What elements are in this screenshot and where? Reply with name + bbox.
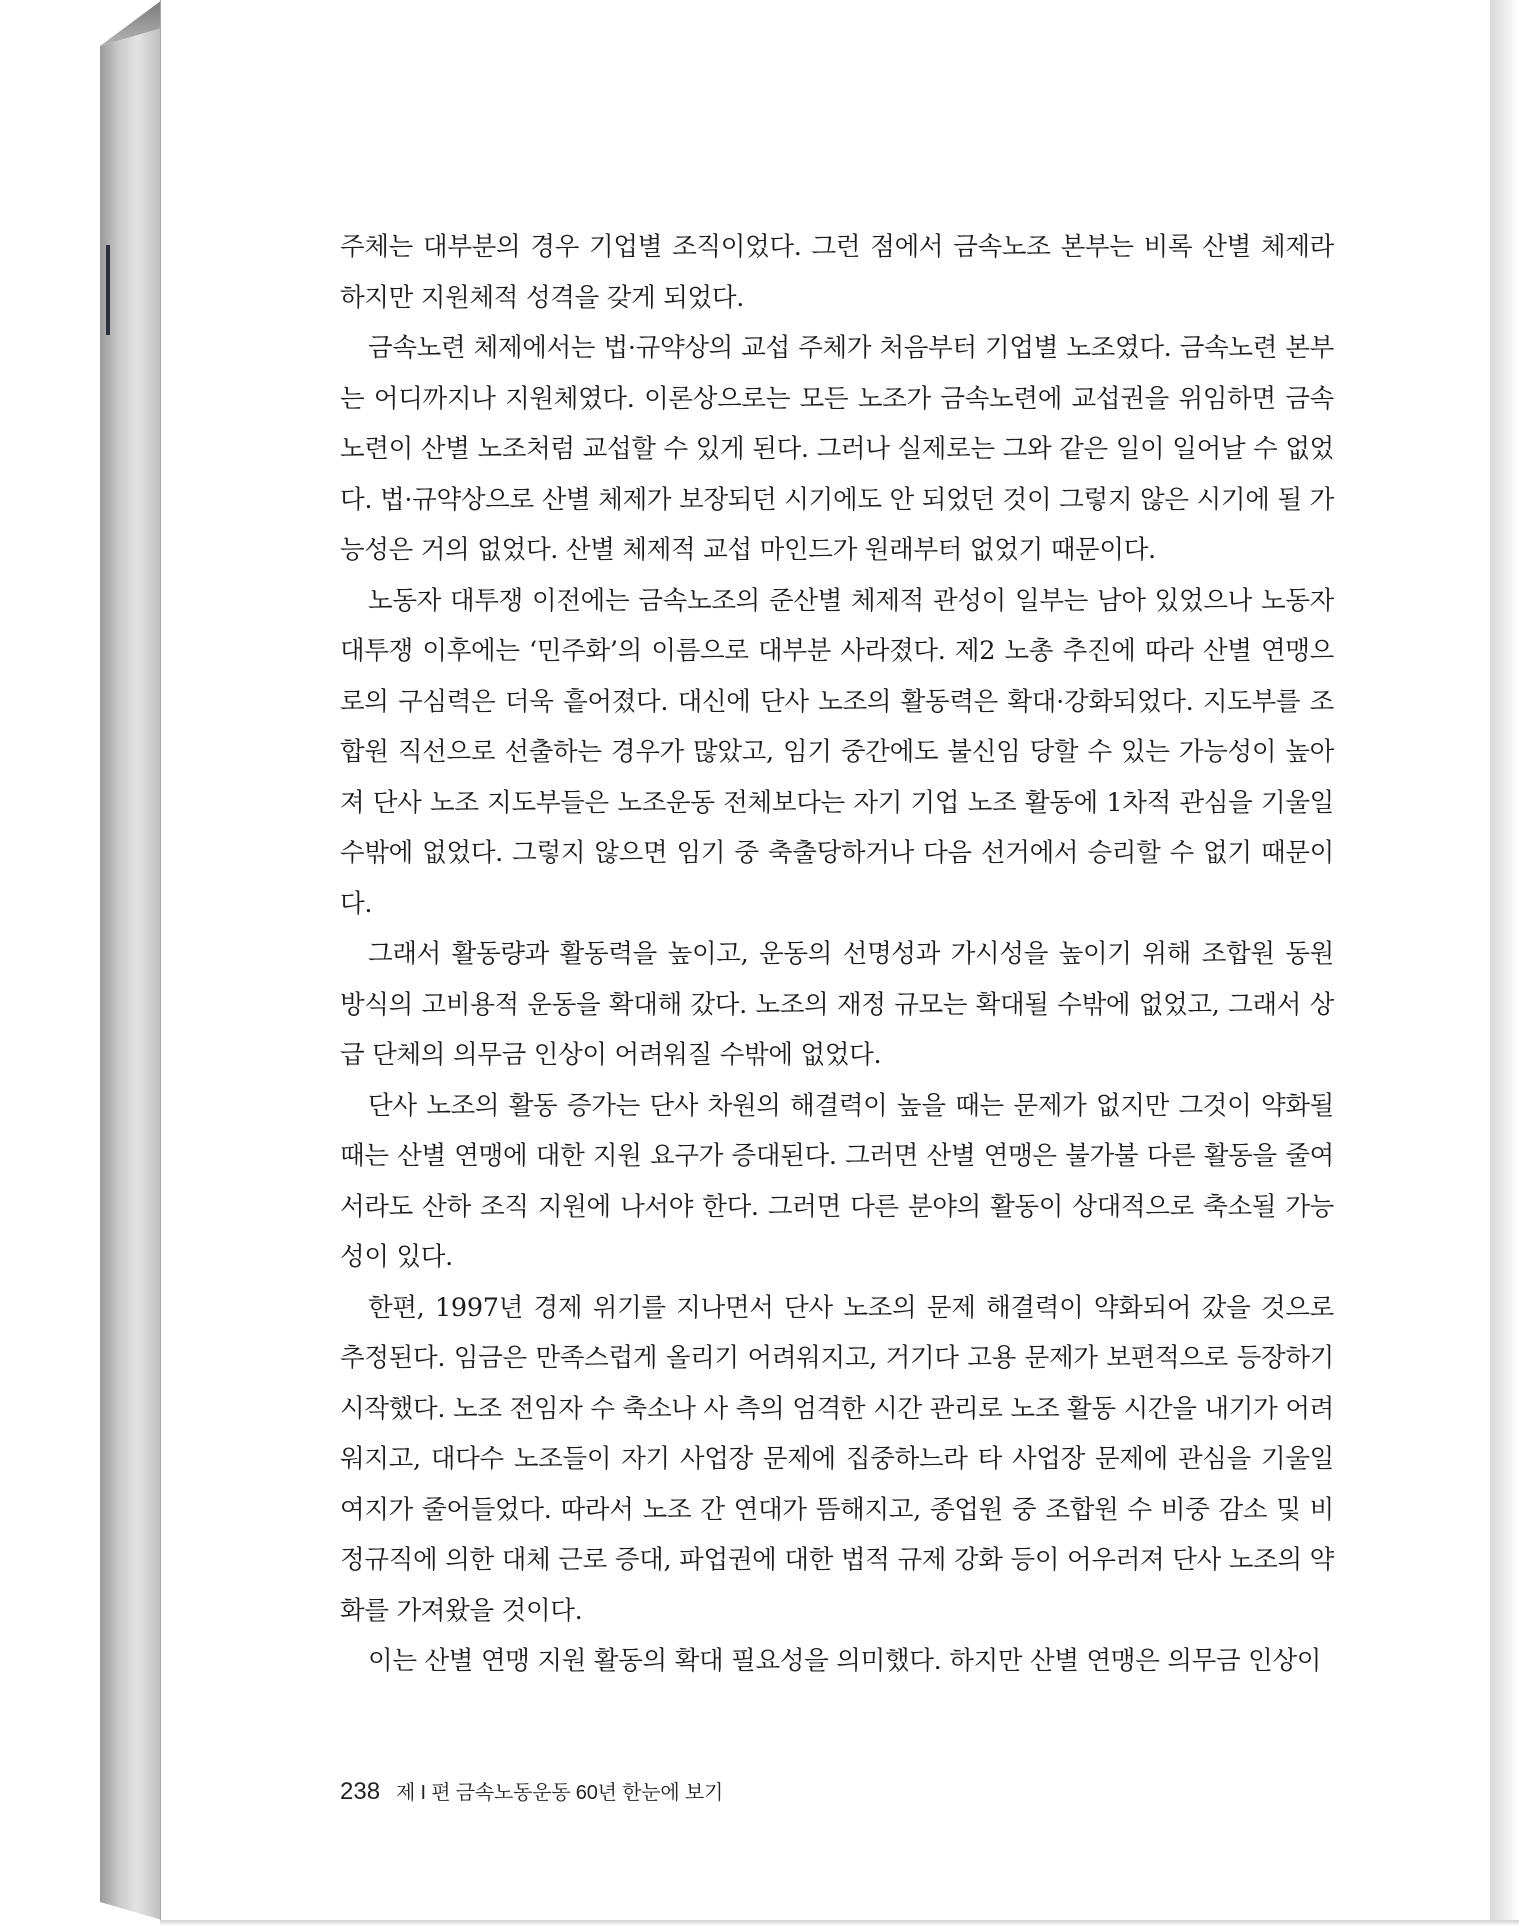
paragraph: 노동자 대투쟁 이전에는 금속노조의 준산별 체제적 관성이 일부는 남아 있었으나 노동자 대투쟁 이후에는 ‘민주화’의 이름으로 대부분 사라졌다. 제2 노총 추진에 따라 산별 연맹으로의 구심력은 더욱 흩어졌다. 대신에 단사 노조의 활동력은 확대·강화되었다. 지도부를 조합원 직선으로 선출하는 경우가 많았고, 임기 중간에도 불신임 당할 수 있는 가능성이 높아져 단사 노조 지도부들은 노조운동 전체보다는 자기 기업 노조 활동에 1차적 관심을 기울일 수밖에 없었다. 그렇지 않으면 임기 중 축출당하거나 다음 선거에서 승리할 수 없기 때문이다. (340, 585, 1334, 919)
book-spine-mark (106, 245, 110, 335)
page-footer (340, 1776, 723, 1810)
paragraph: 주체는 대부분의 경우 기업별 조직이었다. 그런 점에서 금속노조 본부는 비록 산별 체제라 하지만 지원체적 성격을 갖게 되었다. (340, 232, 1334, 313)
paragraph: 금속노련 체제에서는 법·규약상의 교섭 주체가 처음부터 기업별 노조였다. 금속노련 본부는 어디까지나 지원체였다. 이론상으로는 모든 노조가 금속노련에 교섭권을 위임하면 금속노련이 산별 노조처럼 교섭할 수 있게 된다. 그러나 실제로는 그와 같은 일이 일어날 수 없었다. 법·규약상으로 산별 체제가 보장되던 시기에도 안 되었던 것이 그렇지 않은 시기에 될 가능성은 거의 없었다. 산별 체제적 교섭 마인드가 원래부터 없었기 때문이다. (340, 333, 1334, 565)
paragraph: 그래서 활동량과 활동력을 높이고, 운동의 선명성과 가시성을 높이기 위해 조합원 동원 방식의 고비용적 운동을 확대해 갔다. 노조의 재정 규모는 확대될 수밖에 없었고, 그래서 상급 단체의 의무금 인상이 어려워질 수밖에 없었다. (340, 939, 1334, 1070)
body-text (340, 222, 1334, 1687)
paragraph: 한편, 1997년 경제 위기를 지나면서 단사 노조의 문제 해결력이 약화되어 갔을 것으로 추정된다. 임금은 만족스럽게 올리기 어려워지고, 거기다 고용 문제가 보편적으로 등장하기 시작했다. 노조 전임자 수 축소나 사 측의 엄격한 시간 관리로 노조 활동 시간을 내기가 어려워지고, 대다수 노조들이 자기 사업장 문제에 집중하느라 타 사업장 문제에 관심을 기울일 여지가 줄어들었다. 따라서 노조 간 연대가 뜸해지고, 종업원 중 조합원 수 비중 감소 및 비정규직에 의한 대체 근로 증대, 파업권에 대한 법적 규제 강화 등이 어우러져 단사 노조의 약화를 가져왔을 것이다. (340, 1292, 1334, 1626)
paragraph: 이는 산별 연맹 지원 활동의 확대 필요성을 의미했다. 하지만 산별 연맹은 의무금 인상이 (368, 1646, 1322, 1676)
paragraph: 단사 노조의 활동 증가는 단사 차원의 해결력이 높을 때는 문제가 없지만 그것이 약화될 때는 산별 연맹에 대한 지원 요구가 증대된다. 그러면 산별 연맹은 불가불 다른 활동을 줄여서라도 산하 조직 지원에 나서야 한다. 그러면 다른 분야의 활동이 상대적으로 축소될 가능성이 있다. (340, 1090, 1334, 1272)
page-bottom-shadow (160, 1920, 1519, 1926)
page-right-shadow (1490, 0, 1519, 1926)
running-head: 제 I 편 금속노동운동 60년 한눈에 보기 (396, 1782, 724, 1804)
page-number: 238 (340, 1778, 381, 1805)
